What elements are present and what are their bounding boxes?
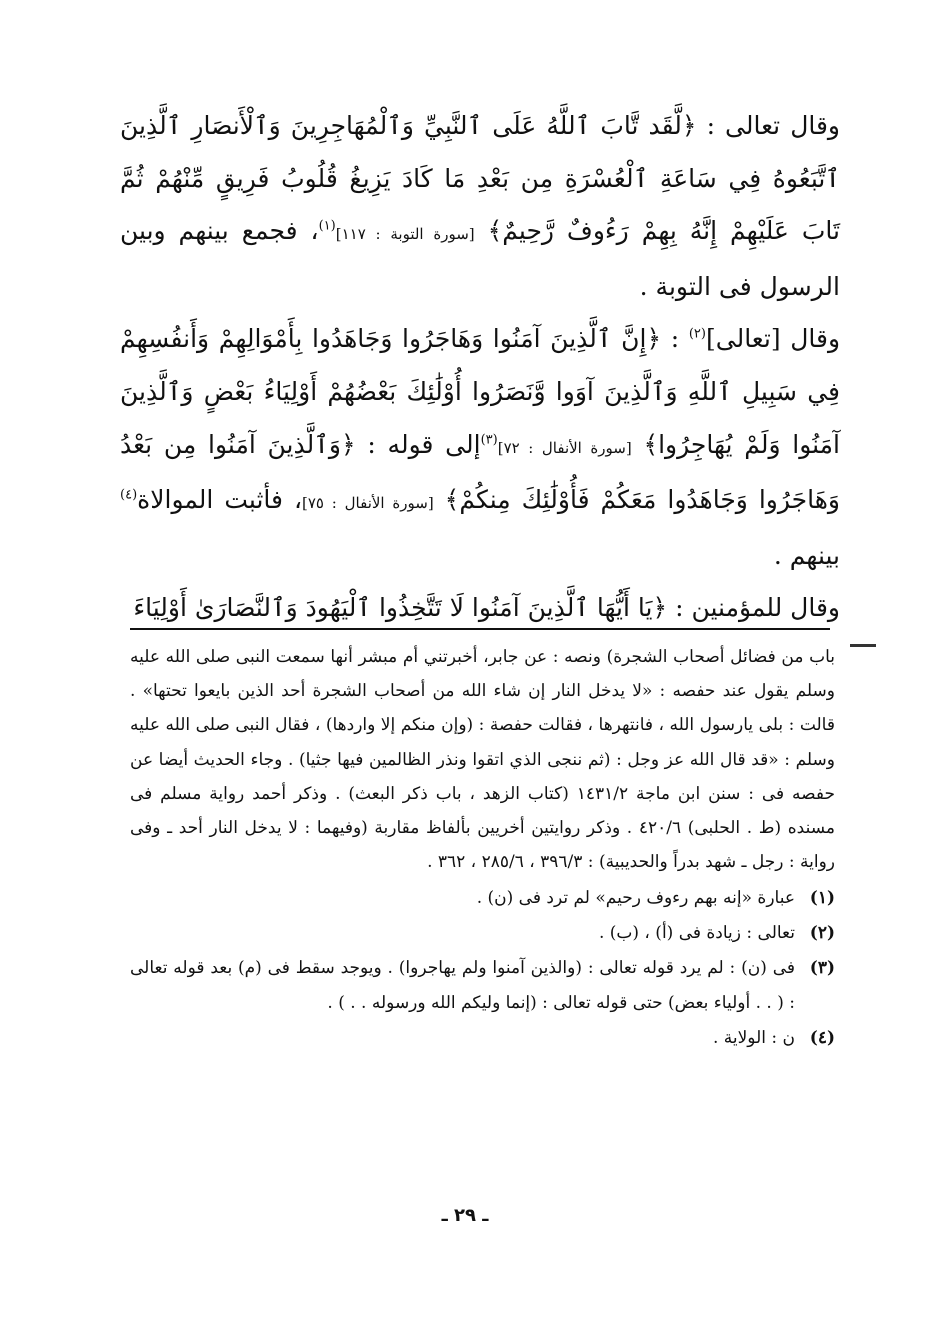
paragraph-1-rest: ، فجمع بينهم وبين الرسول فى التوبة .	[120, 216, 840, 301]
paragraph-2	[120, 313, 840, 582]
footnote-2	[130, 916, 835, 951]
paragraph-2-intro: وقال [تعالى]	[705, 324, 841, 354]
footnote-1	[130, 881, 835, 916]
footnote-text: ن : الولاية .	[712, 1028, 795, 1049]
continued-footnote: باب من فضائل أصحاب الشجرة) ونصه : عن جابر، أخبرتني أم مبشر أنها سمعت النبى صلى الله عليه وسلم يقول عند حفصه : «لا يدخل النار إن شاء الله من أصحاب الشجرة أحد الذين بايعوا تحتها» . قالت : بلى يارسول الله ، فانتهرها ، فقالت حفصة : (وإن منكم إلا واردها) ، فقال النبى صلى الله عليه وسلم : «قد قال الله عز وجل : (ثم ننجى الذي اتقوا ونذر الظالمين فيها جثيا) . وجاء الحديث أيضا عن حفصه فى : سنن ابن ماجة ١٤٣١/٢ (كتاب الزهد ، باب ذكر البعث) . وذكر أحمد رواية مسلم فى مسنده (ط . الحلبى) ٤٢٠/٦ . وذكر روايتين أخريين بألفاظ مقاربة (وفيهما : لا يدخل النار أحد ـ وفى رواية : رجل ـ شهد بدراً والحديبية) : ٣٩٦/٣ ، ٢٨٥/٦ ، ٣٦٢ .	[130, 647, 835, 873]
page-number: ـ ٢٩ ـ	[441, 1205, 489, 1226]
footnotes-section	[130, 640, 835, 1056]
footnote-number: (١)	[809, 888, 835, 909]
quran-verse-tawba: ﴿لَّقَد تَّابَ ٱللَّهُ عَلَى ٱلنَّبِيِّ وَٱلْمُهَاجِرِينَ وَٱلْأَنصَارِ ٱلَّذِينَ ٱتَّبَعُوهُ فِي سَاعَةِ ٱلْعُسْرَةِ مِن بَعْدِ مَا كَادَ يَزِيغُ قُلُوبُ فَرِيقٍ مِّنْهُمْ ثُمَّ تَابَ عَلَيْهِمْ إِنَّهُ بِهِمْ رَءُوفٌ رَّحِيمٌ﴾	[120, 111, 841, 246]
footnote-number: (٢)	[809, 923, 835, 944]
paragraph-3-intro: وقال للمؤمنين :	[675, 593, 840, 623]
paragraph-2-rest: ، فأثبت الموالاة	[137, 485, 303, 515]
footnote-number: (٤)	[809, 1028, 835, 1049]
quran-verse-maida: ﴿يَا أَيُّهَا ٱلَّذِينَ آمَنُوا لَا تَتَّخِذُوا ٱلْيَهُودَ وَٱلنَّصَارَىٰ أَوْلِيَاءَ	[133, 593, 668, 623]
paragraph-1	[120, 100, 840, 313]
verse-reference-tawba: [سورة التوبة : ١١٧]	[335, 225, 475, 244]
footnote-separator	[130, 628, 830, 630]
quran-verse-anfal-75: ﴿وَٱلَّذِينَ آمَنُوا مِن بَعْدُ وَهَاجَرُوا وَجَاهَدُوا مَعَكُمْ فَأُوْلَٰئِكَ مِنكُمْ﴾	[120, 429, 840, 515]
footnote-text: عبارة «إنه بهم رءوف رحيم» لم ترد فى (ن) .	[476, 888, 795, 909]
verse-reference-anfal-75: [سورة الأنفال : ٧٥]	[302, 494, 434, 513]
quran-verse-anfal-72: ﴿إِنَّ ٱلَّذِينَ آمَنُوا وَهَاجَرُوا وَجَاهَدُوا بِأَمْوَالِهِمْ وَأَنفُسِهِمْ فِي سَبِيلِ ٱللَّهِ وَٱلَّذِينَ آوَوا وَّنَصَرُوا أُوْلَٰئِكَ بَعْضُهُمْ أَوْلِيَاءُ بَعْضٍ وَٱلَّذِينَ آمَنُوا وَلَمْ يُهَاجِرُوا﴾	[120, 324, 841, 459]
footnote-mark-3: (٣)	[480, 432, 498, 448]
margin-mark	[850, 644, 876, 647]
verse-reference-anfal-72: [سورة الأنفال : ٧٢]	[497, 438, 632, 457]
footnote-text: تعالى : زيادة فى (أ) ، (ب) .	[598, 923, 795, 944]
paragraph-1-intro: وقال تعالى :	[706, 111, 840, 140]
footnote-mark-2: (٢)	[688, 327, 706, 343]
footnote-mark-4: (٤)	[120, 487, 138, 503]
footnote-number: (٣)	[809, 958, 835, 979]
paragraph-2-colon: :	[670, 324, 689, 354]
footnotes-list	[130, 881, 835, 1056]
footnote-text: فى (ن) : لم يرد قوله تعالى : (والذين آمنوا ولم يهاجروا) . ويوجد سقط فى (م) بعد قوله تعالى : ( . . أولياء بعض) حتى قوله تعالى : (إنما وليكم الله ورسوله . . ) .	[130, 958, 795, 1014]
footnote-mark-1: (١)	[318, 218, 336, 234]
footnote-3	[130, 951, 835, 1021]
paragraph-2-end: بينهم .	[773, 540, 840, 570]
main-text-area	[120, 100, 840, 635]
footnote-4	[130, 1021, 835, 1056]
paragraph-2-middle: إلى قوله :	[367, 429, 481, 459]
main-text	[120, 100, 840, 635]
